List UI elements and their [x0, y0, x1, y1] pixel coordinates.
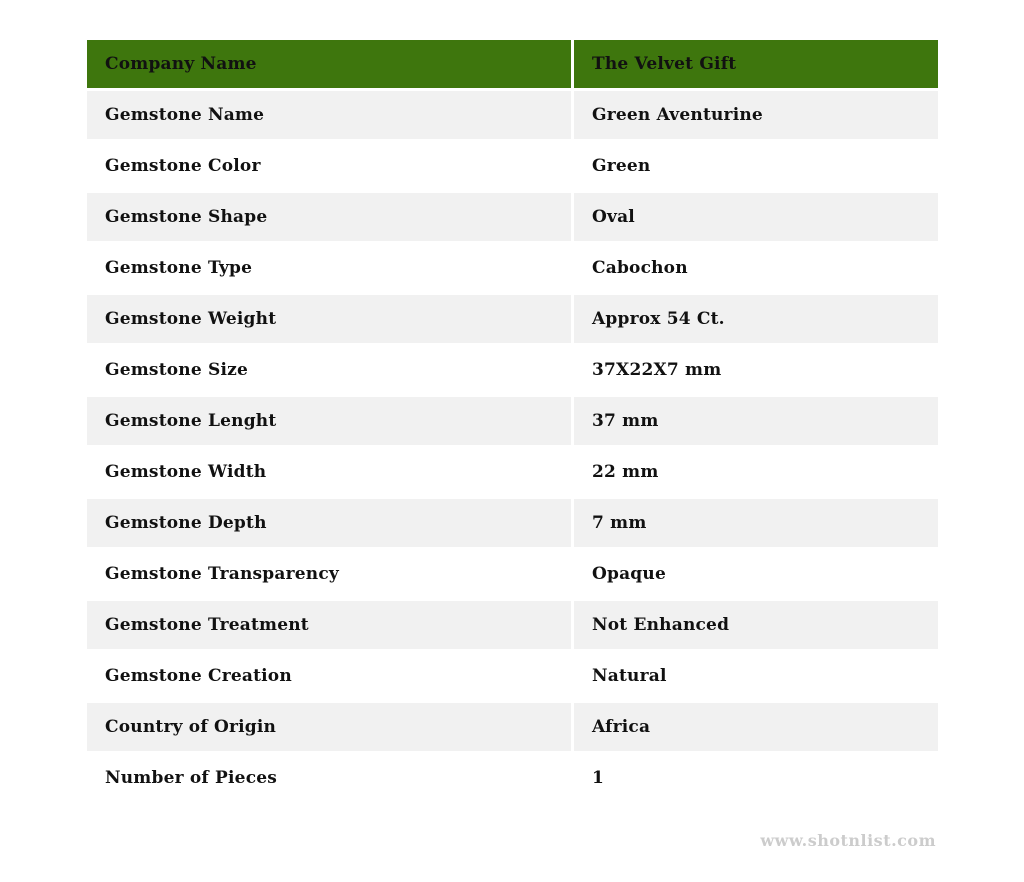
- row-label: Gemstone Lenght: [87, 397, 571, 445]
- row-label: Gemstone Depth: [87, 499, 571, 547]
- table-header-value: The Velvet Gift: [574, 40, 938, 88]
- row-label: Gemstone Width: [87, 448, 571, 496]
- table-header-label: Company Name: [87, 40, 571, 88]
- row-value: Natural: [574, 652, 938, 700]
- row-value: Cabochon: [574, 244, 938, 292]
- row-value: 37X22X7 mm: [574, 346, 938, 394]
- row-label: Gemstone Type: [87, 244, 571, 292]
- row-value: Green: [574, 142, 938, 190]
- row-label: Number of Pieces: [87, 754, 571, 802]
- row-value: 7 mm: [574, 499, 938, 547]
- gemstone-spec-table: [87, 40, 938, 802]
- row-value: Africa: [574, 703, 938, 751]
- row-value: 22 mm: [574, 448, 938, 496]
- row-value: Opaque: [574, 550, 938, 598]
- row-label: Gemstone Name: [87, 91, 571, 139]
- row-label: Gemstone Size: [87, 346, 571, 394]
- row-label: Gemstone Color: [87, 142, 571, 190]
- site-watermark: www.shotnlist.com: [760, 831, 936, 850]
- row-label: Gemstone Transparency: [87, 550, 571, 598]
- row-label: Gemstone Creation: [87, 652, 571, 700]
- row-label: Country of Origin: [87, 703, 571, 751]
- row-label: Gemstone Treatment: [87, 601, 571, 649]
- row-label: Gemstone Shape: [87, 193, 571, 241]
- row-value: 1: [574, 754, 938, 802]
- row-value: Approx 54 Ct.: [574, 295, 938, 343]
- row-value: Not Enhanced: [574, 601, 938, 649]
- row-value: 37 mm: [574, 397, 938, 445]
- row-value: Green Aventurine: [574, 91, 938, 139]
- row-value: Oval: [574, 193, 938, 241]
- row-label: Gemstone Weight: [87, 295, 571, 343]
